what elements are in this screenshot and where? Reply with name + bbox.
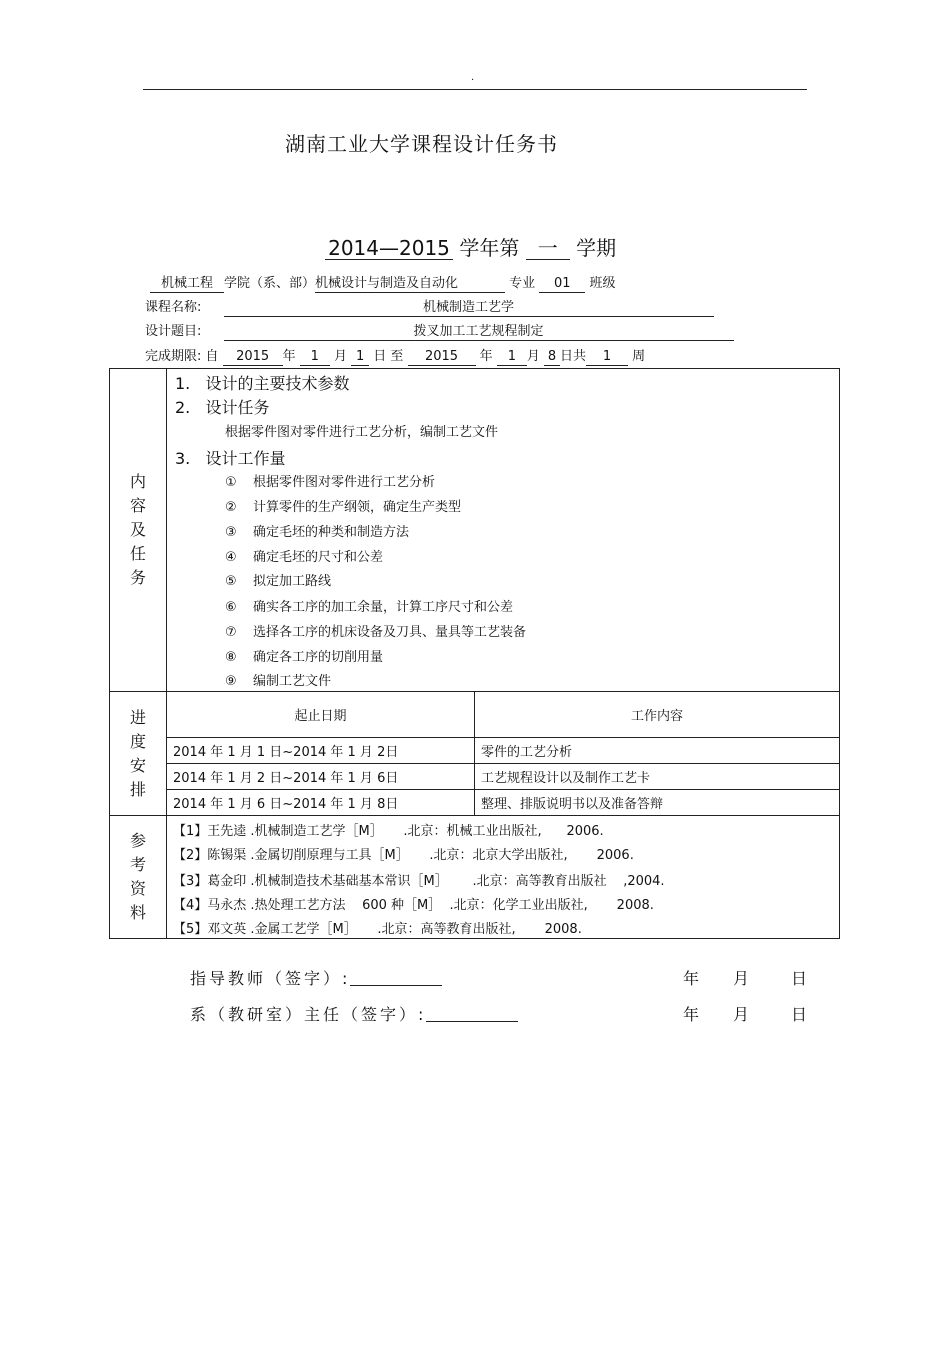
term-line — [325, 232, 616, 261]
period-month-unit-2: 月 — [526, 349, 540, 364]
period-to: 日 至 — [373, 349, 404, 364]
table-row — [167, 790, 839, 816]
period-month-unit: 月 — [333, 349, 347, 364]
item-text: 确定毛坯的尺寸和公差 — [253, 550, 384, 565]
item-text: 确实各工序的加工余量，计算工序尺寸和公差 — [253, 600, 514, 615]
date-year: 年 — [683, 969, 700, 988]
schedule-work: 工艺规程设计以及制作工艺卡 — [475, 764, 840, 790]
period-start-day: 1 — [351, 349, 369, 366]
schedule-label — [110, 692, 167, 816]
director-signature-blank[interactable] — [426, 1005, 518, 1022]
workload-item — [225, 621, 526, 640]
item-number: ① — [225, 475, 237, 490]
reference-item: 【3】葛金印 .机械制造技术基础基本常识［M］ .北京：高等教育出版社 ,2004. — [173, 874, 665, 889]
references-label — [110, 816, 167, 939]
workload-item — [225, 546, 383, 565]
task-description: 根据零件图对零件进行工艺分析，编制工艺文件 — [225, 425, 499, 440]
topic-value: 拨叉加工工艺规程制定 — [224, 324, 734, 341]
term-suffix: 学期 — [576, 236, 617, 260]
teacher-date — [683, 966, 807, 989]
item-number: ② — [225, 500, 237, 515]
workload-item — [225, 521, 409, 540]
teacher-signature — [190, 966, 442, 989]
period-end-month: 1 — [497, 349, 527, 366]
date-month: 月 — [733, 1005, 750, 1024]
teacher-signature-blank[interactable] — [350, 969, 442, 986]
item-text: 确定毛坯的种类和制造方法 — [253, 525, 410, 540]
item-number: ⑧ — [225, 650, 237, 665]
item-number: ⑤ — [225, 574, 237, 589]
topic-label: 设计题目: — [145, 324, 202, 339]
period-end-day: 8 — [544, 349, 560, 366]
college-label: 学院（系、部） — [224, 276, 316, 291]
header-rule — [143, 89, 807, 90]
period-start-year: 2015 — [223, 349, 283, 366]
workload-item — [225, 646, 383, 665]
content-heading-2: 2. 设计任务 — [175, 398, 270, 417]
header-dot: . — [471, 72, 475, 83]
college-value: 机械工程 — [150, 276, 224, 293]
period-week-unit: 周 — [632, 349, 646, 364]
item-number: ④ — [225, 550, 237, 565]
item-number: ⑦ — [225, 625, 237, 640]
content-heading-1: 1. 设计的主要技术参数 — [175, 374, 350, 393]
table-row — [167, 738, 839, 764]
references-cell — [167, 816, 840, 939]
date-day: 日 — [791, 1005, 808, 1024]
class-label: 班级 — [589, 276, 616, 291]
content-heading-3: 3. 设计工作量 — [175, 449, 286, 468]
director-date — [683, 1002, 807, 1025]
reference-item: 【5】邓文英 .金属工艺学［M］ .北京：高等教育出版社, 2008. — [173, 922, 582, 937]
topic-line — [145, 320, 734, 341]
schedule-work: 零件的工艺分析 — [475, 738, 840, 764]
item-text: 拟定加工路线 — [253, 574, 332, 589]
major-value: 机械设计与制造及自动化 — [315, 276, 505, 293]
content-cell — [167, 369, 840, 692]
content-label-text: 内容及任务 — [130, 472, 147, 587]
term-mid: 学年第 — [459, 236, 520, 260]
period-label: 完成期限: 自 — [145, 349, 219, 364]
workload-item — [225, 570, 331, 589]
course-label: 课程名称: — [145, 300, 202, 315]
table-row — [167, 764, 839, 790]
dept-line — [150, 272, 615, 293]
schedule-header-date: 起止日期 — [167, 692, 475, 738]
major-label: 专业 — [509, 276, 536, 291]
period-year-unit: 年 — [282, 349, 296, 364]
reference-item: 【4】马永杰 .热处理工艺方法 600 种［M］ .北京：化学工业出版社, 2008. — [173, 898, 654, 913]
document-title: 湖南工业大学课程设计任务书 — [285, 132, 558, 156]
workload-item — [225, 596, 513, 615]
content-label — [110, 369, 167, 692]
date-month: 月 — [733, 969, 750, 988]
schedule-work: 整理、排版说明书以及准备答辩 — [475, 790, 840, 816]
schedule-label-text: 进度安排 — [130, 707, 147, 799]
item-text: 计算零件的生产纲领，确定生产类型 — [253, 500, 462, 515]
period-total: 日共 — [559, 349, 586, 364]
director-signature-label: 系（教研室）主任（签字）: — [190, 1005, 427, 1024]
references-label-text: 参考资料 — [130, 831, 147, 922]
schedule-date: 2014 年 1 月 1 日~2014 年 1 月 2日 — [167, 738, 475, 764]
date-year: 年 — [683, 1005, 700, 1024]
schedule-cell — [167, 692, 840, 816]
item-number: ⑨ — [225, 674, 237, 689]
item-text: 编制工艺文件 — [253, 674, 332, 689]
item-number: ⑥ — [225, 600, 237, 615]
workload-item — [225, 471, 435, 490]
task-table — [109, 368, 840, 939]
period-weeks: 1 — [586, 349, 628, 366]
period-start-month: 1 — [300, 349, 330, 366]
workload-item — [225, 670, 331, 689]
reference-item: 【2】陈锡渠 .金属切削原理与工具［M］ .北京：北京大学出版社, 2006. — [173, 848, 634, 863]
term-year-range: 2014—2015 — [325, 237, 453, 260]
period-line — [145, 345, 645, 366]
schedule-header-work: 工作内容 — [475, 692, 840, 738]
reference-item: 【1】王先逵 .机械制造工艺学［M］ .北京：机械工业出版社, 2006. — [173, 824, 604, 839]
schedule-date: 2014 年 1 月 6 日~2014 年 1 月 8日 — [167, 790, 475, 816]
item-number: ③ — [225, 525, 237, 540]
period-end-year: 2015 — [408, 349, 476, 366]
item-text: 选择各工序的机床设备及刀具、量具等工艺装备 — [253, 625, 527, 640]
schedule-date: 2014 年 1 月 2 日~2014 年 1 月 6日 — [167, 764, 475, 790]
schedule-table — [167, 692, 839, 815]
period-year-unit-2: 年 — [479, 349, 493, 364]
course-line — [145, 296, 714, 317]
course-value: 机械制造工艺学 — [224, 300, 714, 317]
date-day: 日 — [791, 969, 808, 988]
item-text: 根据零件图对零件进行工艺分析 — [253, 475, 436, 490]
class-value: 01 — [539, 276, 585, 293]
workload-item — [225, 496, 461, 515]
item-text: 确定各工序的切削用量 — [253, 650, 384, 665]
director-signature — [190, 1002, 518, 1025]
term-number: 一 — [526, 237, 570, 260]
teacher-signature-label: 指导教师（签字）: — [190, 969, 351, 988]
